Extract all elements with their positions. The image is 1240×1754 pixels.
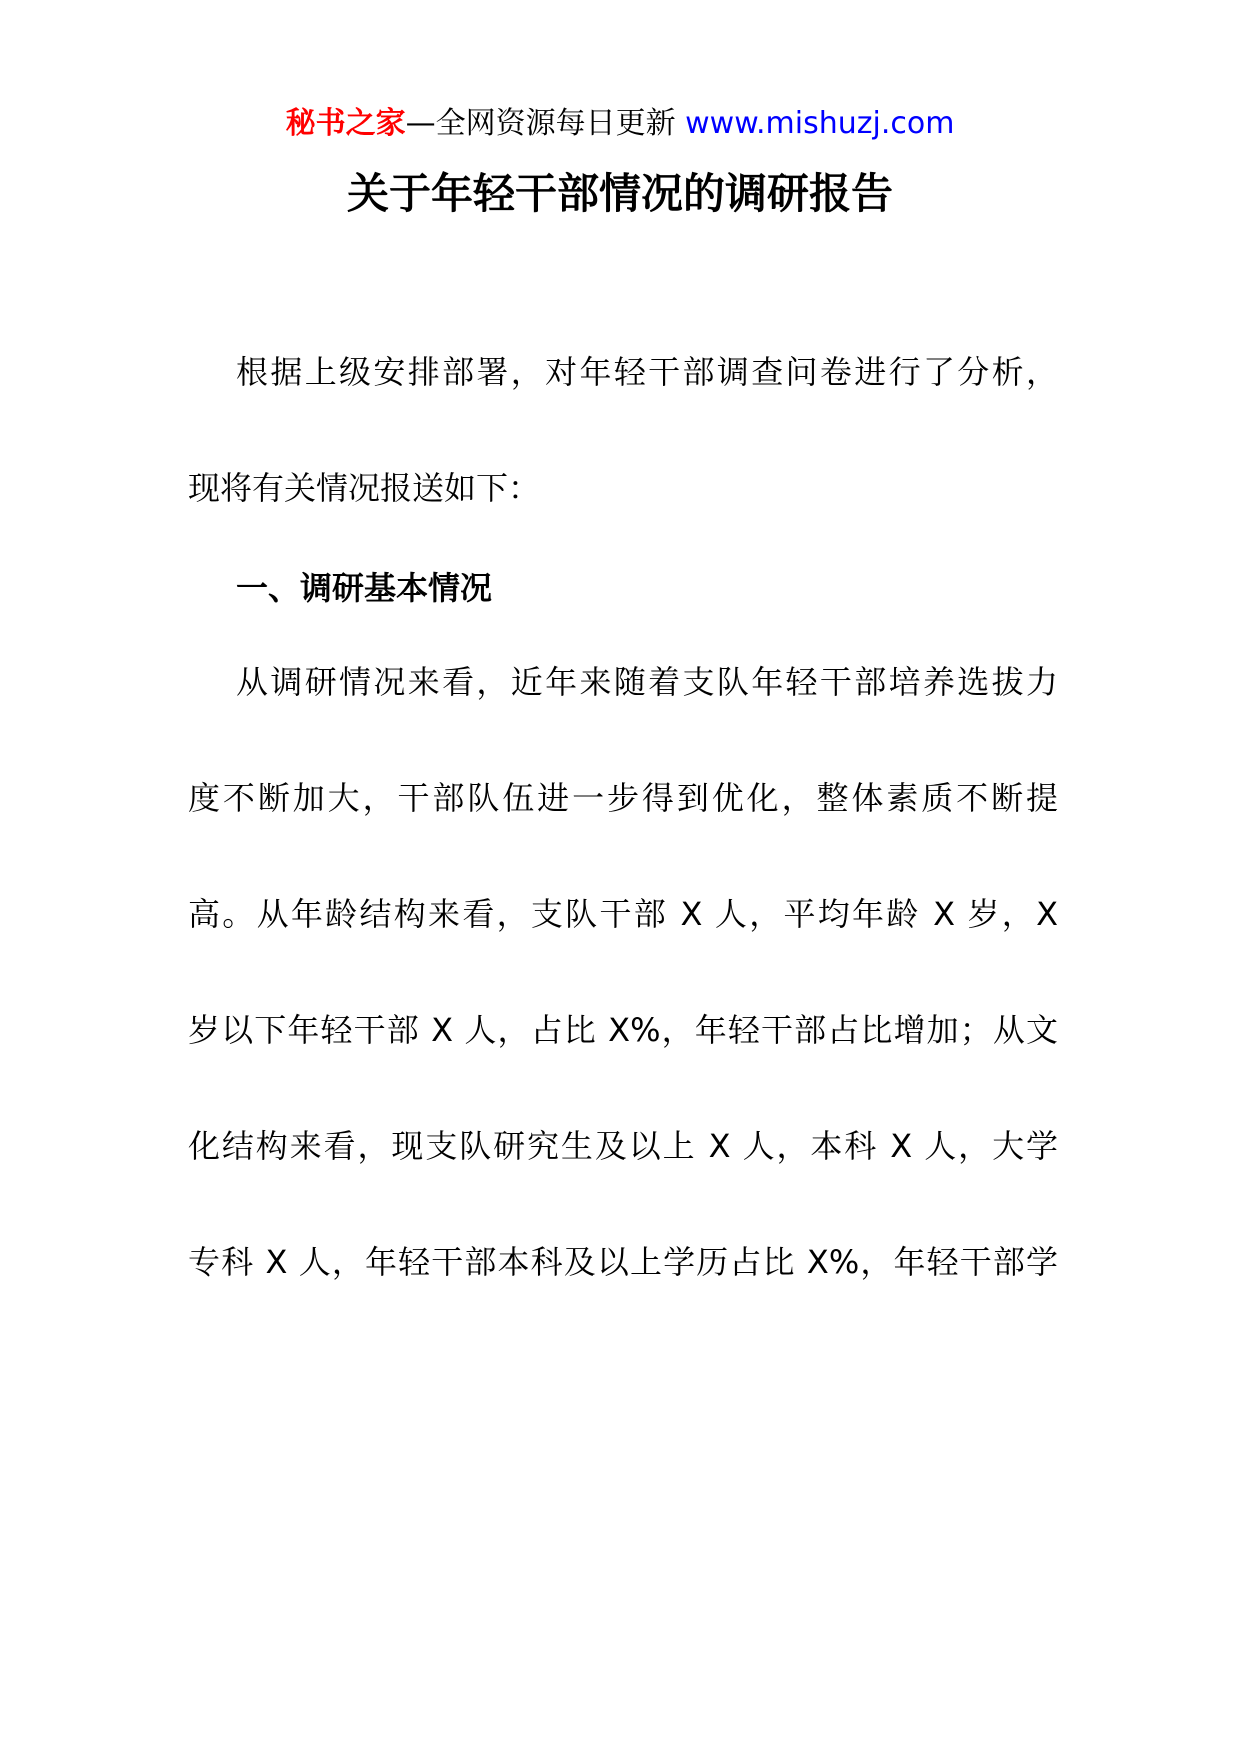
paragraph-line: 根据上级安排部署，对年轻干部调查问卷进行了分析， [236, 353, 1058, 391]
section-heading: 一、调研基本情况 [236, 569, 493, 607]
paragraph-line: 度不断加大，干部队伍进一步得到优化，整体素质不断提 [188, 779, 1058, 817]
header-tagline: —全网资源每日更新 [405, 106, 676, 141]
paragraph-line: 专科 X 人，年轻干部本科及以上学历占比 X%，年轻干部学 [188, 1243, 1058, 1281]
site-header [0, 104, 1240, 144]
paragraph-line: 从调研情况来看，近年来随着支队年轻干部培养选拔力 [236, 663, 1058, 701]
paragraph-line: 化结构来看，现支队研究生及以上 X 人，本科 X 人，大学 [188, 1127, 1058, 1165]
site-url-link[interactable]: www.mishuzj.com [685, 106, 955, 141]
document-title: 关于年轻干部情况的调研报告 [346, 169, 893, 218]
paragraph-line: 高。从年龄结构来看，支队干部 X 人，平均年龄 X 岁，X [188, 895, 1058, 933]
brand-name: 秘书之家 [285, 106, 406, 141]
paragraph-line: 现将有关情况报送如下： [188, 469, 541, 507]
paragraph-line: 岁以下年轻干部 X 人，占比 X%，年轻干部占比增加；从文 [188, 1011, 1058, 1049]
